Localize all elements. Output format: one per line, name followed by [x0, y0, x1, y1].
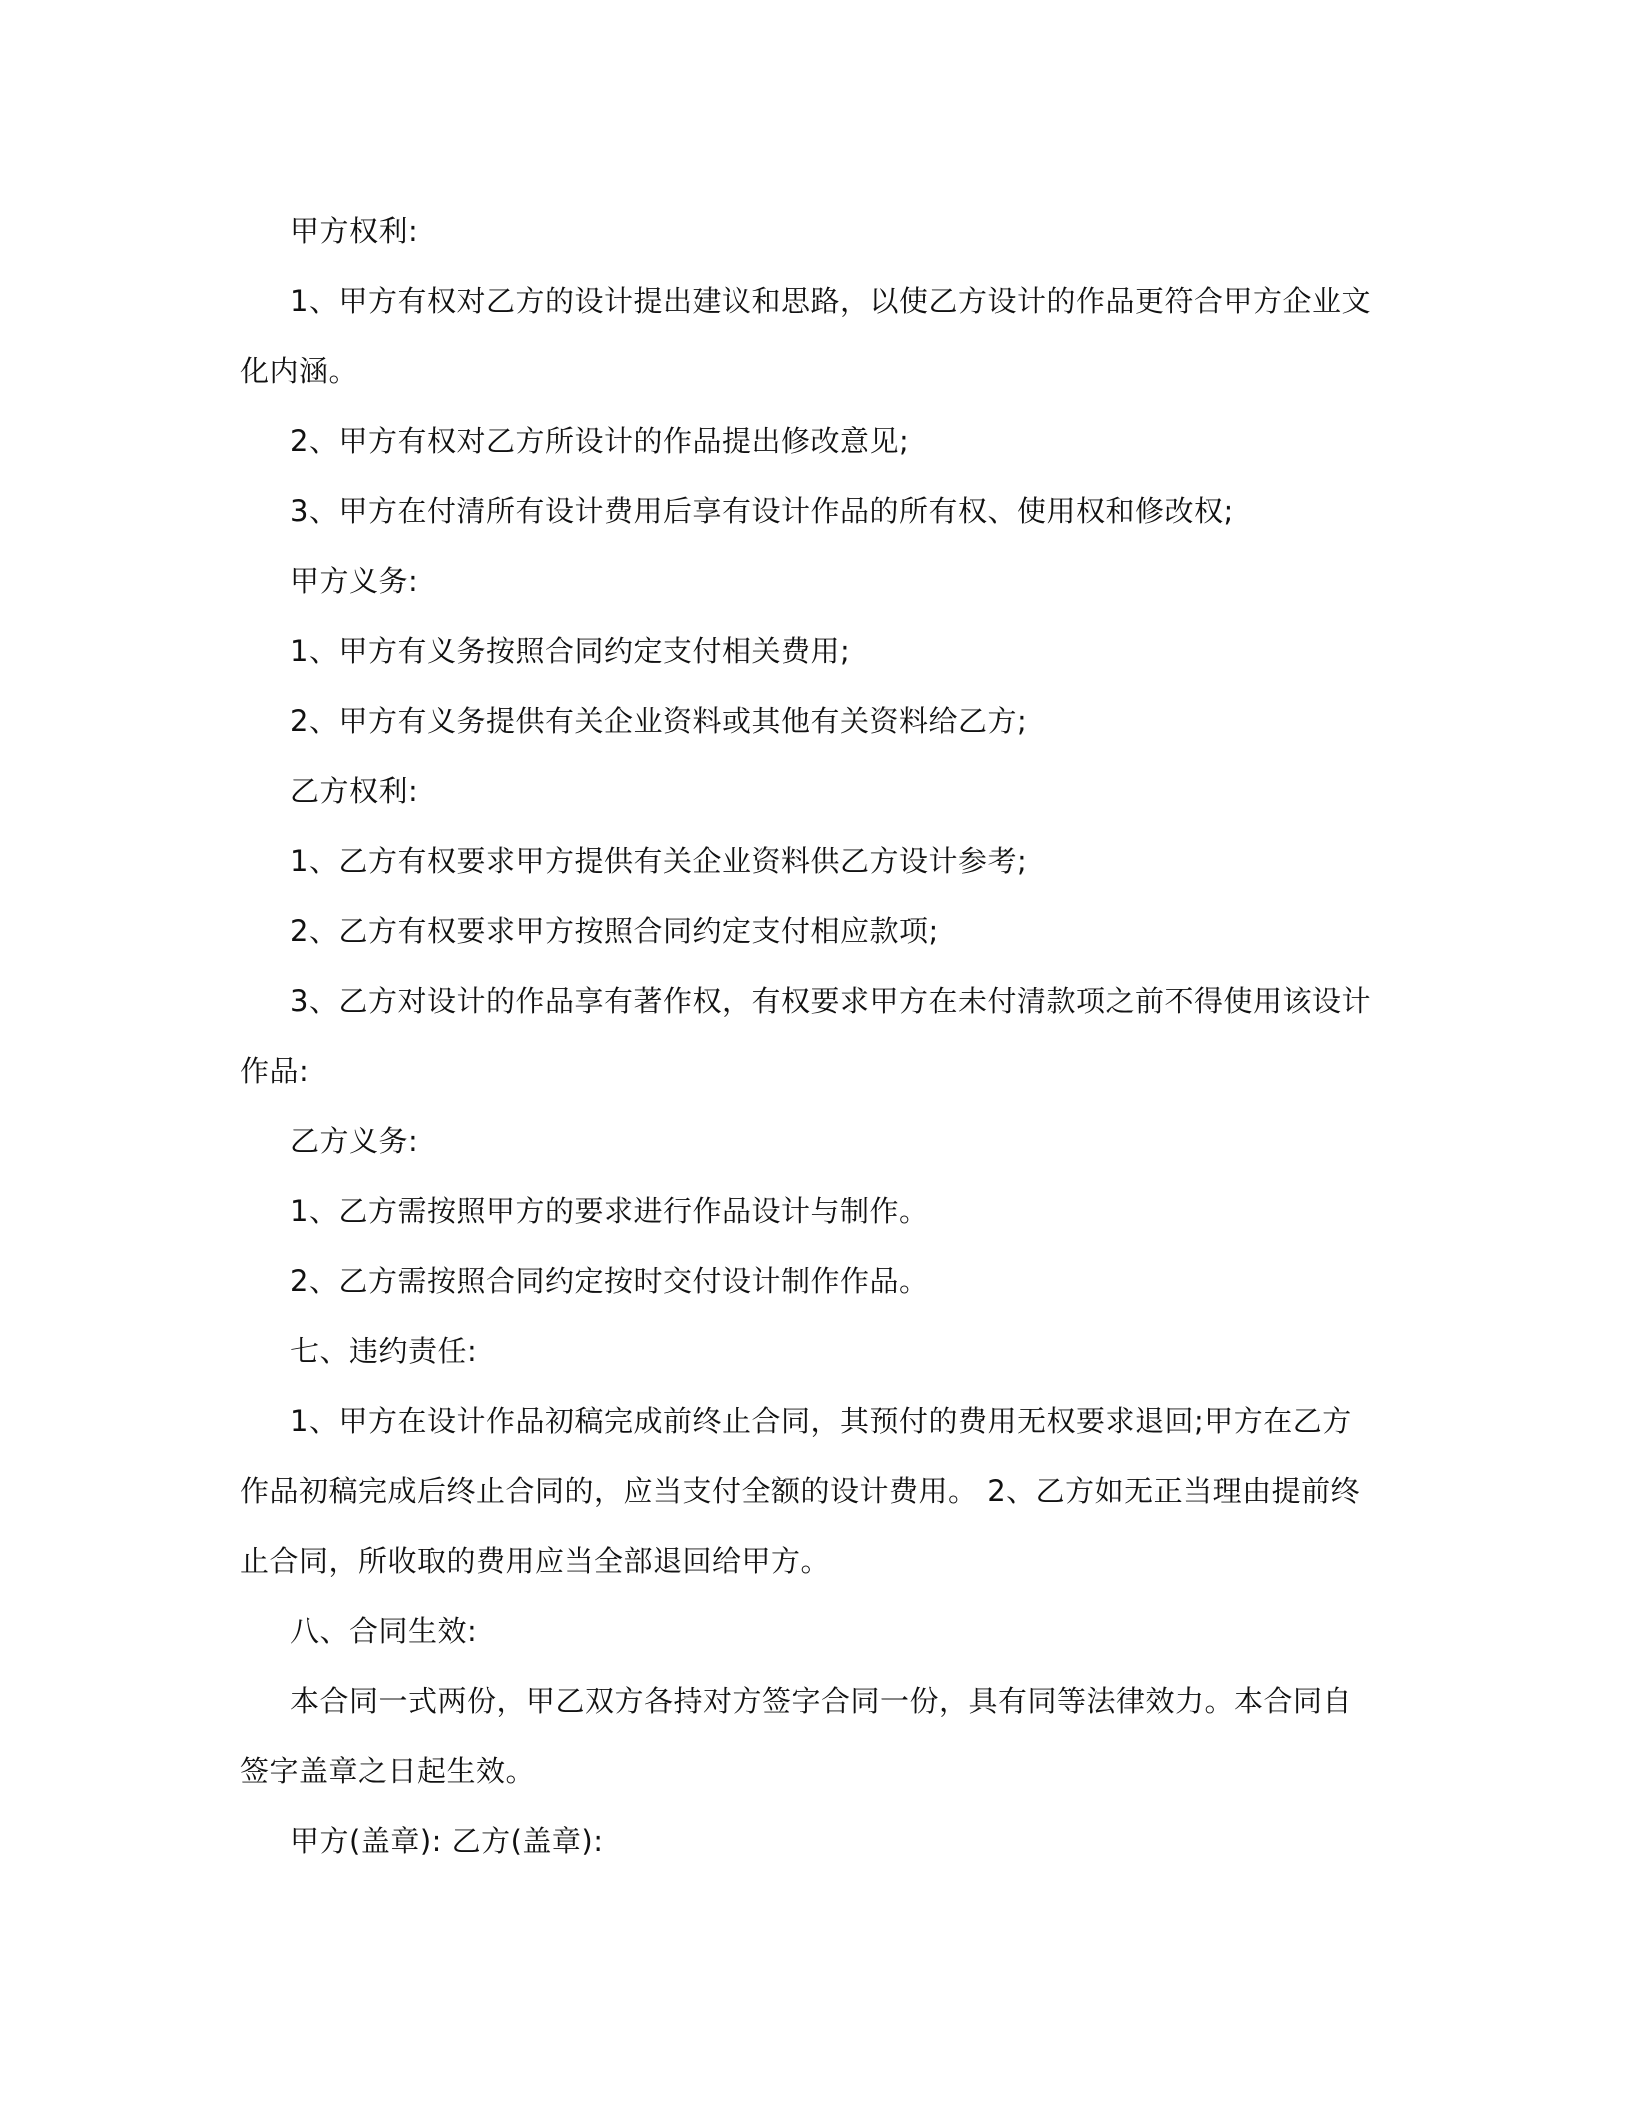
- party-a-right-2: 2、甲方有权对乙方所设计的作品提出修改意见;: [290, 424, 910, 458]
- party-a-obligation-1: 1、甲方有义务按照合同约定支付相关费用;: [290, 634, 851, 668]
- contract-effectiveness-text: 本合同一式两份，甲乙双方各持对方签字合同一份，具有同等法律效力。本合同自签字盖章之日起生效。: [240, 1684, 1353, 1788]
- signature-line: 甲方(盖章): 乙方(盖章):: [290, 1824, 604, 1858]
- heading-breach-liability: 七、违约责任:: [290, 1334, 478, 1368]
- heading-party-b-obligations: 乙方义务:: [290, 1124, 419, 1158]
- heading-contract-effectiveness: 八、合同生效:: [290, 1614, 478, 1648]
- party-b-right-1: 1、乙方有权要求甲方提供有关企业资料供乙方设计参考;: [290, 844, 1028, 878]
- breach-liability-text: 1、甲方在设计作品初稿完成前终止合同，其预付的费用无权要求退回;甲方在乙方作品初稿完成后终止合同的，应当支付全额的设计费用。 2、乙方如无正当理由提前终止合同，所收取的费用应当全部退回给甲方。: [240, 1404, 1361, 1578]
- party-b-right-3: 3、乙方对设计的作品享有著作权，有权要求甲方在未付清款项之前不得使用该设计作品:: [240, 984, 1371, 1088]
- party-b-obligation-1: 1、乙方需按照甲方的要求进行作品设计与制作。: [290, 1194, 929, 1228]
- party-a-obligation-2: 2、甲方有义务提供有关企业资料或其他有关资料给乙方;: [290, 704, 1028, 738]
- heading-party-a-obligations: 甲方义务:: [290, 564, 419, 598]
- heading-party-b-rights: 乙方权利:: [290, 774, 419, 808]
- party-b-obligation-2: 2、乙方需按照合同约定按时交付设计制作作品。: [290, 1264, 929, 1298]
- party-a-right-1: 1、甲方有权对乙方的设计提出建议和思路，以使乙方设计的作品更符合甲方企业文化内涵。: [240, 284, 1371, 388]
- heading-party-a-rights: 甲方权利:: [290, 214, 419, 248]
- document-body: [240, 196, 1380, 1876]
- party-a-right-3: 3、甲方在付清所有设计费用后享有设计作品的所有权、使用权和修改权;: [290, 494, 1234, 528]
- party-b-right-2: 2、乙方有权要求甲方按照合同约定支付相应款项;: [290, 914, 939, 948]
